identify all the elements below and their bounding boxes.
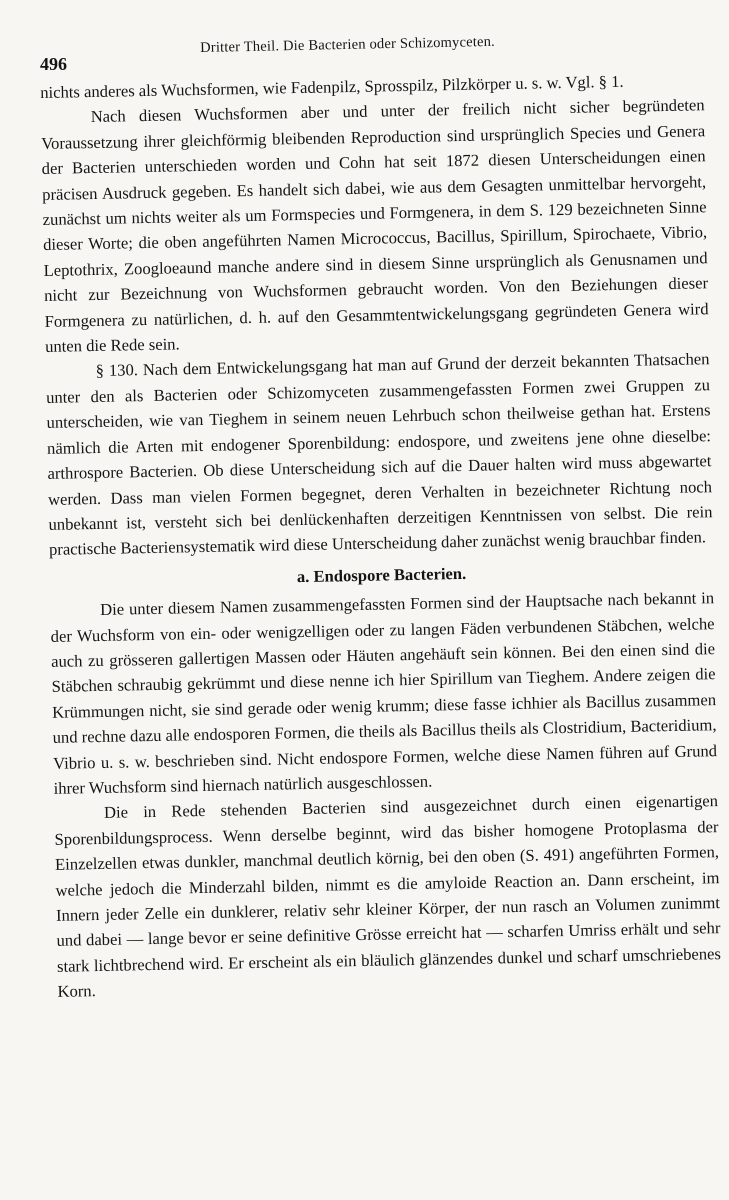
paragraph: nichts anderes als Wuchsformen, wie Fadenpilz, Sprosspilz, Pilzkörper u. s. w. Vgl. § 1. (40, 71, 624, 102)
paragraph: Die unter diesem Namen zusammengefassten Formen sind der Hauptsache nach bekannt in der Wuchsform von ein- oder wenigzelligen oder zu langen Fäden verbundenen Stäbchen, welche auch zu grösseren gallertigen Massen oder Häuten angehäuft sein können. Bei den einen sind die Stäbchen schraubig gekrümmt und diese nenne ich hier Spirillum van Tieghem. Andere zeigen die Krümmungen nicht, sie sind gerade oder wenig krumm; diese fasse ichhier als Bacillus zusammen und rechne dazu alle endosporen Formen, die theils als Bacillus theils als Clostridium, Bacteridium, Vibrio u. s. w. beschrieben sind. Nicht endospore Formen, welche diese Namen führen auf Grund ihrer Wuchsform sind hiernach natürlich ausgeschlossen. (50, 588, 718, 798)
paragraph: Die in Rede stehenden Bacterien sind ausgezeichnet durch einen eigenartigen Sporenbildungsprocess. Wenn derselbe beginnt, wird das bisher homogene Protoplasma der Einzelzellen etwas dunkler, manchmal deutlich körnig, bei den oben (S. 491) angeführten Formen, welche jedoch die Minderzahl bilden, nimmt es die amyloide Reaction an. Dann erscheint, im Innern jeder Zelle ein dunklerer, relativ sehr kleiner Körper, der nun rasch an Volumen zunimmt und dabei — lange bevor er seine definitive Grösse erreicht hat — scharfen Umriss erhält und sehr stark lichtbrechend wird. Er erscheint als ein bläulich glänzendes dunkel und scharf umschriebenes Korn. (54, 791, 722, 1002)
page-number: 496 (40, 54, 67, 74)
section-heading: a. Endospore Bacterien. (296, 563, 467, 586)
paragraph: § 130. Nach dem Entwickelungsgang hat man auf Grund der derzeit bekannten Thatsachen unter den als Bacterien oder Schizomyceten zusammengefassten Formen zwei Gruppen zu unterscheiden, wie van Tieghem in seinem neuen Lehrbuch schon theilweise gethan hat. Erstens nämlich die Arten mit endogener Sporenbildung: endospore, und zweitens jene ohne dieselbe: arthrospore Bacterien. Ob diese Unterscheidung sich auf die Dauer halten wird muss abgewartet werden. Dass man vielen Formen begegnet, deren Verhalten in bezeichneter Richtung noch unbekannt ist, versteht sich bei denlückenhaften derzeitigen Kenntnissen von selbst. Die rein practische Bacteriensystematik wird diese Unterscheidung daher zunächst wenig brauchbar finden. (45, 349, 713, 560)
paragraph: Nach diesen Wuchsformen aber und unter der freilich nicht sicher begründeten Voraussetzung ihrer gleichförmig bleibenden Reproduction sind ursprünglich Species und Genera der Bacterien unterschieden worden und Cohn hat seit 1872 diesen Unterscheidungen einen präcisen Ausdruck gegeben. Es handelt sich dabei, wie aus dem Gesagten unmittelbar hervorgeht, zunächst um nichts weiter als um Formspecies und Formgenera, in dem S. 129 bezeichneten Sinne dieser Worte; die oben angeführten Namen Micrococcus, Bacillus, Spirillum, Spirochaete, Vibrio, Leptothrix, Zoogloeaund manche andere sind in diesem Sinne ursprünglich als Genusnamen und nicht zur Bezeichnung von Wuchsformen gebraucht worden. Von den Beziehungen dieser Formgenera zu natürlichen, d. h. auf den Gesammtentwickelungsgang gegründeten Genera wird unten die Rede sein. (41, 95, 709, 357)
running-title: Dritter Theil. Die Bacterien oder Schizomyceten. (200, 33, 496, 56)
body-text (40, 67, 722, 1004)
